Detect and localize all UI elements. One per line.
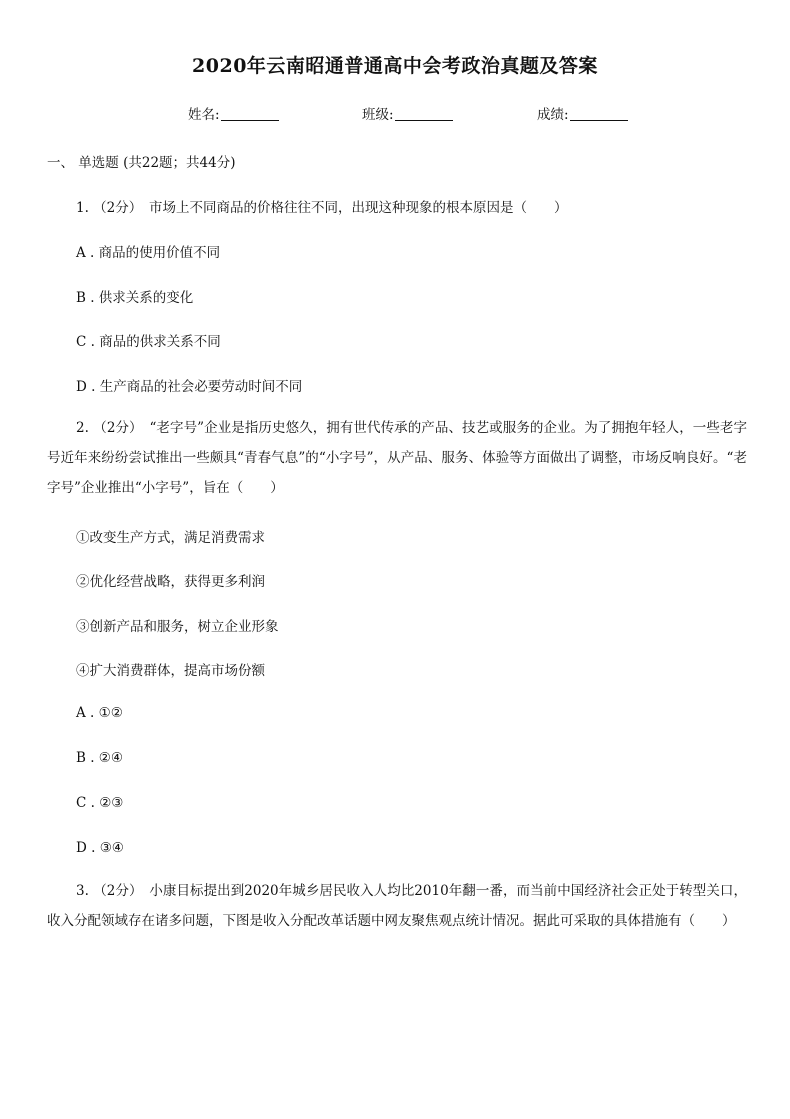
question-1-option-b: B . 供求关系的变化 bbox=[76, 290, 194, 306]
question-1-option-a: A . 商品的使用价值不同 bbox=[76, 245, 221, 261]
question-2-option-c: C . ②③ bbox=[76, 795, 124, 811]
score-label: 成绩: bbox=[537, 107, 569, 123]
question-2-statement-2: ②优化经营战略，获得更多利润 bbox=[76, 574, 265, 590]
score-field bbox=[537, 103, 628, 123]
question-2-option-a: A . ①② bbox=[76, 705, 123, 721]
name-blank bbox=[221, 106, 279, 121]
question-1-option-d: D . 生产商品的社会必要劳动时间不同 bbox=[76, 379, 303, 395]
section-heading: 一、 单选题 (共22题；共44分) bbox=[47, 155, 236, 171]
class-label: 班级: bbox=[362, 107, 394, 123]
page-title: 2020年云南昭通普通高中会考政治真题及答案 bbox=[192, 55, 598, 77]
name-field bbox=[188, 103, 279, 123]
name-label: 姓名: bbox=[188, 107, 220, 123]
class-field bbox=[362, 103, 453, 123]
question-2-statement-1: ①改变生产方式，满足消费需求 bbox=[76, 530, 265, 546]
class-blank bbox=[395, 106, 453, 121]
question-1-option-c: C . 商品的供求关系不同 bbox=[76, 334, 221, 350]
question-2-statement-4: ④扩大消费群体，提高市场份额 bbox=[76, 663, 265, 679]
question-1-stem: 1. （2分） 市场上不同商品的价格往往不同，出现这种现象的根本原因是（ ） bbox=[76, 200, 568, 216]
question-2-option-d: D . ③④ bbox=[76, 840, 124, 856]
question-2-option-b: B . ②④ bbox=[76, 750, 123, 766]
question-2-statement-3: ③创新产品和服务，树立企业形象 bbox=[76, 619, 279, 635]
question-3-stem: 3. （2分） 小康目标提出到2020年城乡居民收入人均比2010年翻一番，而当前中国经济社会正处于转型关口，收入分配领域存在诸多问题，下图是收入分配改革话题中网友聚焦观点统计情况。据此可采取的具体措施有（ ） bbox=[47, 883, 747, 929]
question-2-stem: 2. （2分） “老字号”企业是指历史悠久，拥有世代传承的产品、技艺或服务的企业。为了拥抱年轻人，一些老字号近年来纷纷尝试推出一些颇具“青春气息”的“小字号”，从产品、服务、体验等方面做出了调整，市场反响良好。“老字号”企业推出“小字号”，旨在（ ） bbox=[47, 420, 748, 496]
score-blank bbox=[570, 106, 628, 121]
